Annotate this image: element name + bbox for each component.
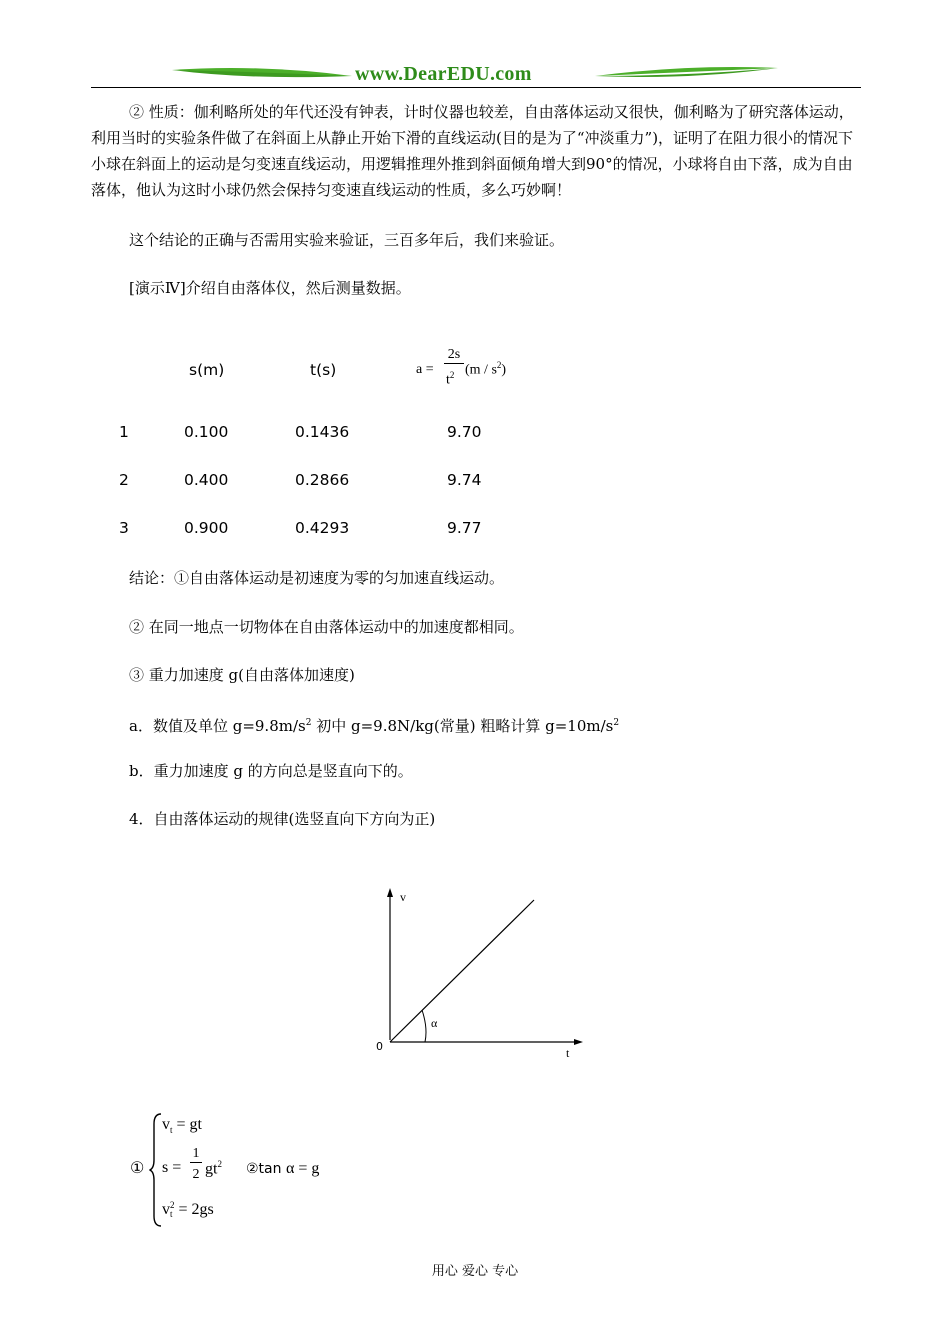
conclusion-3: ③ 重力加速度 g(自由落体加速度) [129, 666, 355, 684]
x-axis-label: t [566, 1046, 570, 1060]
fraction-numerator: 1 [190, 1145, 202, 1163]
row-index: 3 [119, 519, 129, 537]
cell-s: 0.900 [184, 519, 229, 537]
a-unit: $(m / s^2)$ [465, 360, 507, 378]
cell-a: 9.70 [447, 423, 482, 441]
conclusion-2: ② 在同一地点一切物体在自由落体运动中的加速度都相同。 [129, 618, 524, 636]
cell-t: 0.2866 [295, 471, 350, 489]
angle-arc [422, 1010, 426, 1042]
paragraph-verify: 这个结论的正确与否需用实验来验证，三百多年后，我们来验证。 [129, 231, 565, 249]
velocity-line [390, 900, 534, 1042]
row-index: 1 [119, 423, 129, 441]
x-axis-arrow [574, 1039, 583, 1045]
cell-t: 0.1436 [295, 423, 350, 441]
kinematics-formulas [130, 1110, 390, 1235]
cell-a: 9.77 [447, 519, 482, 537]
y-axis-label: v [400, 890, 406, 904]
gravity-direction-line: b．重力加速度 g 的方向总是竖直向下的。 [129, 762, 413, 780]
angle-label: α [431, 1016, 438, 1030]
cell-t: 0.4293 [295, 519, 350, 537]
paragraph-demo: [演示Ⅳ]介绍自由落体仪，然后测量数据。 [129, 279, 411, 297]
paragraph-properties: ② 性质：伽利略所处的年代还没有钟表，计时仪器也较差，自由落体运动又很快，伽利略为了研究落体运动，利用当时的实验条件做了在斜面上从静止开始下滑的直线运动(目的是为了“冲淡重力”)，证明了在阻力很小的情况下小球在斜面上的运动是匀变速直线运动，用逻辑推理外推到斜面倾角增大到90°的情况，小球将自由下落，成为自由落体，他认为这时小球仍然会保持匀变速直线运动的性质，多么巧妙啊！ [91, 103, 854, 199]
gravity-value-line: a．数值及单位 $g=9.8m/s^2$ 初中 g=9.8N/kg(常量) 粗略计算 $g=10m/s^2$ [129, 717, 620, 735]
y-axis-arrow [387, 888, 393, 897]
cell-s: 0.100 [184, 423, 229, 441]
formula-circle-1: ① [130, 1160, 145, 1177]
site-logo[interactable]: www.DearEDU.com [355, 63, 532, 85]
section-4-heading: 4．自由落体运动的规律(选竖直向下方向为正) [129, 810, 436, 828]
a-denominator: $t^2$ [446, 370, 455, 388]
formula-displacement-rhs: $gt^2$ [205, 1159, 222, 1178]
table-header-t: t(s) [310, 361, 337, 379]
fraction-denominator: 2 [192, 1167, 200, 1182]
header-divider [91, 87, 861, 88]
page-footer: 用心 爱心 专心 [431, 1264, 519, 1279]
formula-displacement-lhs: s = [162, 1159, 182, 1176]
cell-s: 0.400 [184, 471, 229, 489]
formula-velocity: $v_t$ = gt [162, 1116, 202, 1136]
velocity-time-graph [370, 880, 590, 1070]
origin-label: 0 [376, 1040, 383, 1053]
conclusion-1: 结论：①自由落体运动是初速度为零的匀加速直线运动。 [129, 569, 505, 587]
graph-svg [370, 880, 590, 1070]
formula-tan: ②tan α = g [246, 1160, 320, 1177]
table-header-s: s(m) [189, 361, 225, 379]
cell-a: 9.74 [447, 471, 482, 489]
row-index: 2 [119, 471, 129, 489]
formula-velocity-squared: v 2 t = 2gs [162, 1200, 214, 1220]
brace-graphic [149, 1112, 163, 1228]
